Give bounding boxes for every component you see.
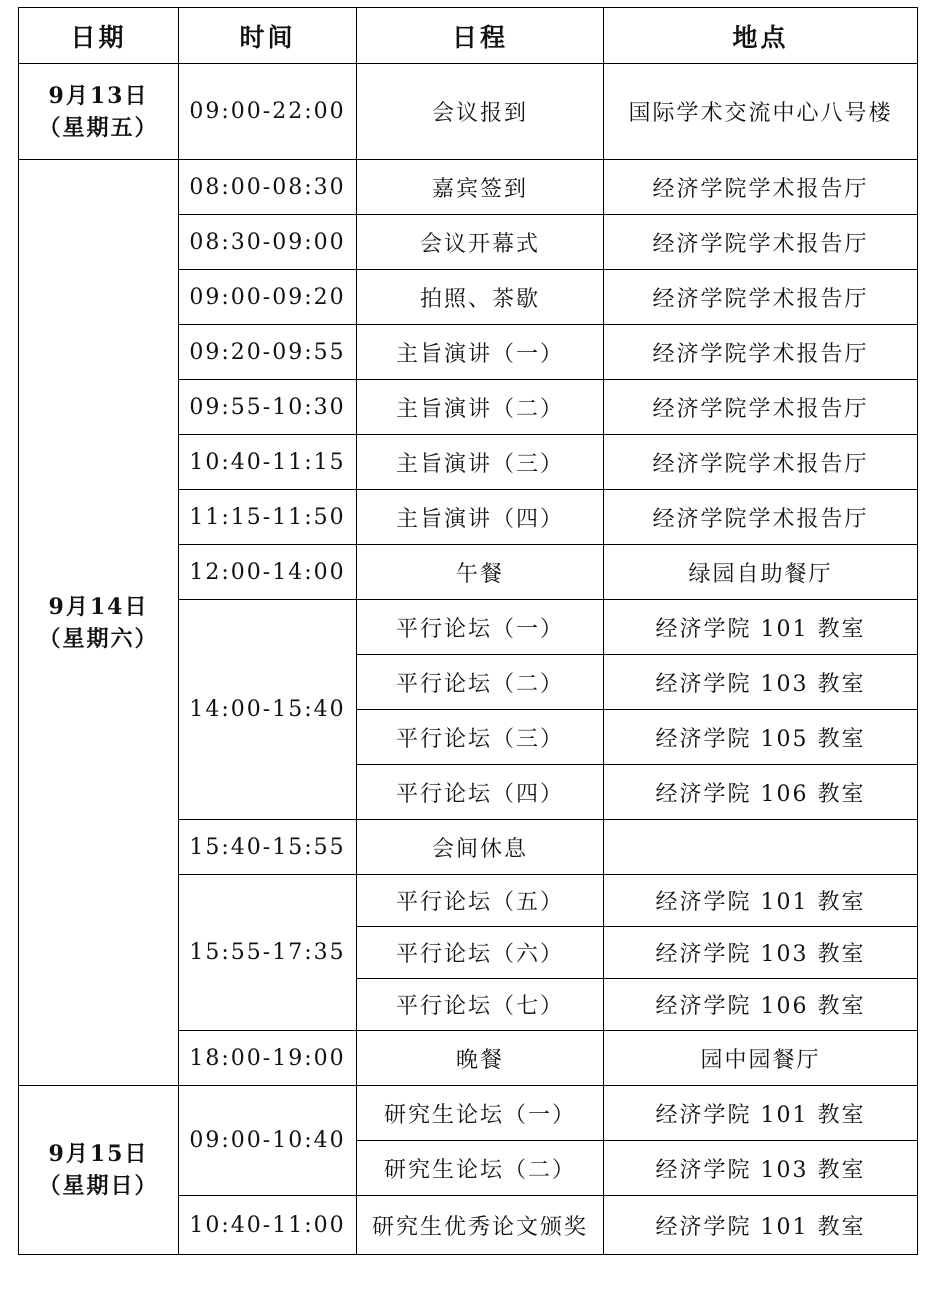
agenda-cell: 主旨演讲（一）: [357, 325, 604, 380]
time-cell: 11:15-11:50: [179, 490, 357, 545]
location-cell: 经济学院 101 教室: [604, 600, 918, 655]
agenda-cell: 会议开幕式: [357, 215, 604, 270]
header-row: [19, 8, 918, 64]
location-cell: 经济学院 103 教室: [604, 927, 918, 979]
agenda-cell: 主旨演讲（二）: [357, 380, 604, 435]
location-cell: 经济学院学术报告厅: [604, 325, 918, 380]
time-cell: 10:40-11:00: [179, 1196, 357, 1255]
weekday-text: （星期六）: [38, 625, 159, 652]
header-location: 地点: [604, 8, 918, 64]
time-cell: 18:00-19:00: [179, 1031, 357, 1086]
agenda-cell: 主旨演讲（三）: [357, 435, 604, 490]
location-cell: 国际学术交流中心八号楼: [604, 64, 918, 160]
table-row: [19, 1086, 918, 1141]
time-cell: 08:00-08:30: [179, 160, 357, 215]
location-cell: 经济学院学术报告厅: [604, 160, 918, 215]
date-cell: [19, 64, 179, 160]
location-cell: 经济学院学术报告厅: [604, 490, 918, 545]
table-row: [19, 64, 918, 160]
location-cell: 经济学院 101 教室: [604, 1196, 918, 1255]
time-cell: 15:40-15:55: [179, 820, 357, 875]
location-cell: 经济学院学术报告厅: [604, 270, 918, 325]
time-cell: 09:20-09:55: [179, 325, 357, 380]
time-cell: 15:55-17:35: [179, 875, 357, 1031]
location-cell: 经济学院 101 教室: [604, 875, 918, 927]
header-date: 日期: [19, 8, 179, 64]
location-cell: 经济学院 103 教室: [604, 655, 918, 710]
time-cell: 09:00-09:20: [179, 270, 357, 325]
agenda-cell: 研究生论坛（一）: [357, 1086, 604, 1141]
table-row: [19, 160, 918, 215]
location-cell: 经济学院学术报告厅: [604, 435, 918, 490]
agenda-cell: 会议报到: [357, 64, 604, 160]
weekday-text: （星期日）: [38, 1173, 159, 1199]
agenda-cell: 平行论坛（三）: [357, 710, 604, 765]
schedule-table: [18, 7, 918, 1255]
header-agenda: 日程: [357, 8, 604, 64]
location-cell: 经济学院 105 教室: [604, 710, 918, 765]
location-cell: 经济学院 103 教室: [604, 1141, 918, 1196]
date-text: 9月14日: [48, 593, 149, 620]
header-time: 时间: [179, 8, 357, 64]
agenda-cell: 平行论坛（七）: [357, 979, 604, 1031]
agenda-cell: 晚餐: [357, 1031, 604, 1086]
location-cell: 经济学院学术报告厅: [604, 380, 918, 435]
schedule-body: [19, 64, 918, 1255]
date-cell: [19, 160, 179, 1086]
agenda-cell: 平行论坛（一）: [357, 600, 604, 655]
time-cell: 09:55-10:30: [179, 380, 357, 435]
agenda-cell: 平行论坛（二）: [357, 655, 604, 710]
location-cell: 经济学院 106 教室: [604, 979, 918, 1031]
agenda-cell: 午餐: [357, 545, 604, 600]
location-cell: 经济学院 101 教室: [604, 1086, 918, 1141]
location-cell: [604, 820, 918, 875]
date-text: 9月13日: [48, 82, 149, 109]
time-cell: 14:00-15:40: [179, 600, 357, 820]
agenda-cell: 嘉宾签到: [357, 160, 604, 215]
agenda-cell: 拍照、茶歇: [357, 270, 604, 325]
time-cell: 10:40-11:15: [179, 435, 357, 490]
agenda-cell: 研究生论坛（二）: [357, 1141, 604, 1196]
agenda-cell: 会间休息: [357, 820, 604, 875]
time-cell: 08:30-09:00: [179, 215, 357, 270]
agenda-cell: 主旨演讲（四）: [357, 490, 604, 545]
agenda-cell: 研究生优秀论文颁奖: [357, 1196, 604, 1255]
weekday-text: （星期五）: [38, 114, 159, 141]
date-text: 9月15日: [48, 1141, 149, 1167]
location-cell: 经济学院 106 教室: [604, 765, 918, 820]
location-cell: 经济学院学术报告厅: [604, 215, 918, 270]
time-cell: 09:00-10:40: [179, 1086, 357, 1196]
agenda-cell: 平行论坛（五）: [357, 875, 604, 927]
location-cell: 绿园自助餐厅: [604, 545, 918, 600]
location-cell: 园中园餐厅: [604, 1031, 918, 1086]
date-cell: [19, 1086, 179, 1255]
time-cell: 12:00-14:00: [179, 545, 357, 600]
agenda-cell: 平行论坛（四）: [357, 765, 604, 820]
agenda-cell: 平行论坛（六）: [357, 927, 604, 979]
time-cell: 09:00-22:00: [179, 64, 357, 160]
